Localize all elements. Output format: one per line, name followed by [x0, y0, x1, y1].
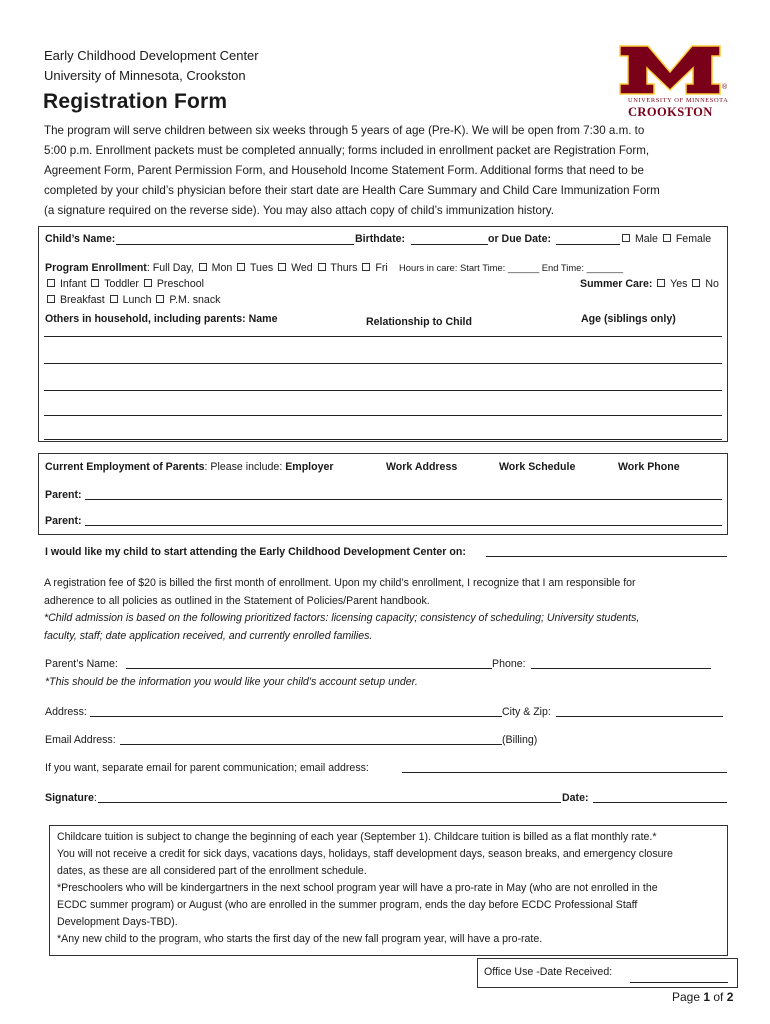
- male-checkbox[interactable]: [622, 234, 630, 242]
- summer-yes-checkbox[interactable]: [657, 279, 665, 287]
- date-field[interactable]: [593, 802, 727, 803]
- day-label: Thurs: [330, 262, 358, 274]
- billing-label: (Billing): [502, 734, 538, 746]
- intro-line: (a signature required on the reverse side). You may also attach copy of child’s immunization history.: [44, 204, 554, 217]
- intro-line: Agreement Form, Parent Permission Form, and Household Income Statement Form. Additional forms that need to be: [44, 164, 644, 177]
- lunch-checkbox[interactable]: [110, 295, 118, 303]
- logo-campus-text: CROOKSTON: [628, 105, 713, 119]
- registered-mark: ®: [722, 84, 728, 91]
- parent1-employment-field[interactable]: [85, 499, 722, 500]
- mon-checkbox[interactable]: [199, 263, 207, 271]
- email-field[interactable]: [120, 744, 502, 745]
- program-enrollment-row: [45, 261, 388, 275]
- signature-field[interactable]: [98, 802, 561, 803]
- admission-note: *Child admission is based on the following prioritized factors: licensing capacity; consistency of scheduling; University students,: [44, 612, 640, 624]
- tuition-text: [57, 829, 673, 948]
- parent-name-field[interactable]: [126, 668, 492, 669]
- separate-email-field[interactable]: [402, 772, 727, 773]
- due-date-field[interactable]: [556, 244, 620, 245]
- tues-checkbox[interactable]: [237, 263, 245, 271]
- email-label: Email Address:: [45, 734, 116, 746]
- address-label: Address:: [45, 706, 87, 718]
- birthdate-field[interactable]: [411, 244, 488, 245]
- due-date-label: or Due Date:: [488, 233, 551, 245]
- meal-label: Breakfast: [59, 294, 105, 306]
- city-zip-field[interactable]: [556, 716, 723, 717]
- fee-line: adherence to all policies as outlined in the Statement of Policies/Parent handbook.: [44, 594, 430, 607]
- tuition-line: Childcare tuition is subject to change the beginning of each year (September 1). Childcare tuition is billed as a flat monthly rate.*: [57, 831, 657, 843]
- parent2-employment-field[interactable]: [85, 525, 722, 526]
- page-word: Page: [672, 990, 704, 1004]
- signature-colon: :: [93, 792, 97, 804]
- full-day-label: : Full Day,: [146, 262, 194, 274]
- employment-heading: [45, 460, 334, 474]
- address-field[interactable]: [90, 716, 502, 717]
- yes-label: Yes: [670, 278, 688, 290]
- program-enrollment-label: Program Enrollment: [45, 262, 147, 274]
- tuition-line: Development Days-TBD).: [57, 916, 178, 928]
- org-campus: University of Minnesota, Crookston: [44, 68, 246, 83]
- birthdate-label: Birthdate:: [355, 233, 406, 245]
- child-info-box: [38, 226, 728, 442]
- summer-care-row: [580, 277, 719, 291]
- household-label: Others in household, including parents: Name: [45, 313, 278, 325]
- work-schedule-label: Work Schedule: [499, 461, 576, 473]
- infant-checkbox[interactable]: [47, 279, 55, 287]
- start-date-label: I would like my child to start attending the Early Childhood Development Center on:: [45, 546, 466, 558]
- female-label: Female: [675, 233, 712, 245]
- age-group-row: [45, 277, 204, 291]
- thurs-checkbox[interactable]: [318, 263, 326, 271]
- date-label: Date:: [562, 792, 589, 804]
- preschool-checkbox[interactable]: [144, 279, 152, 287]
- child-name-field[interactable]: [116, 244, 354, 245]
- tuition-line: dates, as these are all considered part of the enrollment schedule.: [57, 865, 367, 877]
- sex-options: [620, 232, 711, 246]
- age-siblings-label: Age (siblings only): [581, 313, 676, 325]
- day-label: Wed: [291, 262, 313, 274]
- office-use-label: Office Use -Date Received:: [484, 966, 613, 978]
- phone-label: Phone:: [492, 658, 526, 670]
- parent1-label: Parent:: [45, 489, 82, 501]
- separate-email-label: If you want, separate email for parent communication; email address:: [45, 762, 369, 774]
- admission-note: faculty, staff; date application received, and currently enrolled families.: [44, 629, 373, 642]
- day-label: Tues: [249, 262, 274, 274]
- day-label: Mon: [211, 262, 233, 274]
- meal-label: P.M. snack: [169, 294, 221, 306]
- employment-heading-text: : Please include:: [204, 461, 286, 473]
- intro-paragraph: [44, 121, 734, 221]
- relationship-label: Relationship to Child: [366, 316, 472, 328]
- org-name: Early Childhood Development Center: [44, 48, 259, 63]
- household-row-line[interactable]: [44, 336, 722, 337]
- no-label: No: [705, 278, 719, 290]
- employer-label: Employer: [285, 461, 334, 473]
- office-date-field[interactable]: [630, 982, 728, 983]
- page-title: Registration Form: [43, 90, 228, 113]
- toddler-checkbox[interactable]: [91, 279, 99, 287]
- intro-line: The program will serve children between six weeks through 5 years of age (Pre-K). We will be open from 7:30 a.m. to: [44, 124, 645, 137]
- fri-checkbox[interactable]: [362, 263, 370, 271]
- child-name-row: [45, 232, 115, 246]
- household-row-line[interactable]: [44, 439, 722, 440]
- phone-field[interactable]: [531, 668, 711, 669]
- page-number: [672, 990, 733, 1004]
- meal-label: Lunch: [122, 294, 152, 306]
- breakfast-checkbox[interactable]: [47, 295, 55, 303]
- logo-university-text: UNIVERSITY OF MINNESOTA: [628, 97, 729, 104]
- page-total: 2: [726, 990, 734, 1004]
- signature-label: Signature: [45, 792, 94, 804]
- tuition-line: ECDC summer program) or August (who are enrolled in the summer program, ends the day before ECDC Professional Staff: [57, 899, 638, 911]
- fee-paragraph: [44, 575, 639, 645]
- age-group-label: Infant: [59, 278, 87, 290]
- page-current: 1: [703, 990, 711, 1004]
- summer-care-label: Summer Care:: [580, 278, 653, 290]
- work-address-label: Work Address: [386, 461, 458, 473]
- meals-row: [45, 293, 220, 307]
- fee-line: A registration fee of $20 is billed the first month of enrollment. Upon my child’s enrollment, I recognize that I am responsible for: [44, 577, 636, 589]
- age-group-label: Toddler: [104, 278, 139, 290]
- employment-heading-bold: Current Employment of Parents: [45, 461, 205, 473]
- block-m-logo-icon: [618, 44, 722, 96]
- hours-in-care[interactable]: Hours in care: Start Time: ______ End Time: _______: [399, 262, 624, 273]
- day-label: Fri: [375, 262, 388, 274]
- pm-snack-checkbox[interactable]: [156, 295, 164, 303]
- intro-line: completed by your child’s physician before their start date are Health Care Summary and Child Care Immunization Form: [44, 184, 660, 197]
- age-group-label: Preschool: [156, 278, 204, 290]
- account-note: *This should be the information you would like your child’s account setup under.: [45, 676, 418, 688]
- parent2-label: Parent:: [45, 515, 82, 527]
- household-row-line[interactable]: [44, 363, 722, 364]
- work-phone-label: Work Phone: [618, 461, 680, 473]
- city-zip-label: City & Zip:: [502, 706, 551, 718]
- intro-line: 5:00 p.m. Enrollment packets must be completed annually; forms included in enrollment packet are Registration Form,: [44, 144, 650, 157]
- page-of: of: [710, 990, 727, 1004]
- start-date-field[interactable]: [486, 556, 727, 557]
- summer-no-checkbox[interactable]: [692, 279, 700, 287]
- signature-row: [45, 791, 97, 805]
- tuition-line: *Any new child to the program, who starts the first day of the new fall program year, will have a pro-rate.: [57, 933, 543, 945]
- male-label: Male: [634, 233, 658, 245]
- tuition-line: *Preschoolers who will be kindergartners in the next school program year will have a pro-rate in May (who are not enrolled in the: [57, 882, 658, 894]
- child-name-label: Child’s Name:: [45, 233, 116, 245]
- wed-checkbox[interactable]: [278, 263, 286, 271]
- parent-name-label: Parent’s Name:: [45, 658, 118, 670]
- household-row-line[interactable]: [44, 415, 722, 416]
- household-row-line[interactable]: [44, 390, 722, 391]
- female-checkbox[interactable]: [663, 234, 671, 242]
- tuition-line: You will not receive a credit for sick days, vacations days, holidays, staff development days, season breaks, and emergency closure: [57, 848, 673, 860]
